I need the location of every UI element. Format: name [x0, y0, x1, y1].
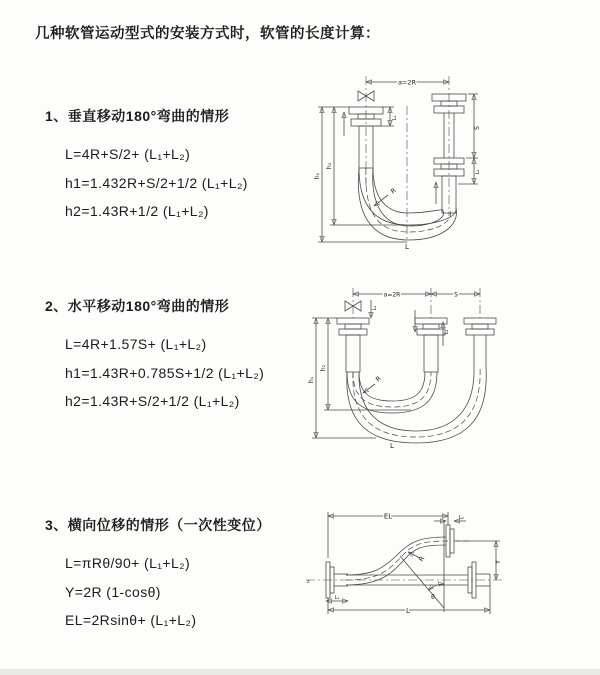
section-1-formula-2: h1=1.432R+S/2+1/2 (L₁+L₂): [65, 174, 248, 191]
construction-lines: [400, 520, 444, 612]
diagram-1-vertical-bend: [306, 66, 511, 261]
dim-label-a2r: a=2R: [397, 78, 417, 87]
dim-label-s: S: [474, 126, 481, 130]
dim-label-r: R: [389, 186, 398, 196]
dim-label-l: L: [405, 243, 409, 251]
centerlines: [353, 288, 480, 318]
dim-label-theta: θ: [431, 594, 435, 601]
section-2-formula-2: h1=1.43R+0.785S+1/2 (L₁+L₂): [65, 364, 265, 381]
dim-label-l2: L₂: [444, 329, 450, 335]
dim-label-l1: L₁: [392, 115, 398, 121]
dim-label-y: Y: [494, 560, 502, 564]
section-1-formulas: [65, 140, 248, 226]
section-1-formula-1: L=4R+S/2+ (L₁+L₂): [65, 146, 191, 162]
section-2-heading: 2、水平移动180°弯曲的情形: [45, 298, 230, 314]
middle-fitting: [415, 318, 447, 372]
dim-label-l1: L₁: [334, 595, 340, 601]
diagram-3-lateral-displacement: [296, 500, 600, 650]
dim-label-h1: h₁: [314, 172, 321, 180]
section-3-heading: 3、横向位移的情形（一次性变位）: [45, 517, 271, 533]
section-3-formula-3: EL=2Rsinθ+ (L₁+L₂): [65, 612, 197, 628]
hose-u-bends: [347, 368, 486, 443]
dimension-lines: [326, 512, 500, 614]
left-fitting: [337, 318, 369, 372]
section-3-formula-1: L=πRθ/90+ (L₁+L₂): [65, 555, 191, 571]
dim-label-s: S: [454, 291, 458, 299]
dimension-lines: [312, 291, 480, 438]
section-1: [45, 106, 248, 226]
diagram-2-horizontal-bend: [306, 280, 598, 468]
section-2-formulas: [65, 330, 264, 416]
dim-label-l2: L₂: [459, 515, 464, 521]
dim-label-l: L: [390, 442, 394, 450]
page-bottom-edge: [0, 669, 600, 675]
section-3-formulas: [65, 549, 271, 635]
dim-label-r: R: [374, 374, 383, 384]
dim-label-h2: h₂: [320, 364, 327, 372]
right-fitting: [464, 318, 496, 368]
section-2: [45, 296, 264, 416]
section-2-formula-3: h2=1.43R+S/2+1/2 (L₁+L₂): [65, 393, 240, 409]
page-title: 几种软管运动型式的安装方式时，软管的长度计算：: [35, 26, 380, 42]
section-1-heading: 1、垂直移动180°弯曲的情形: [45, 108, 230, 124]
dim-label-l2: L₂: [475, 169, 481, 175]
section-2-formula-1: L=4R+1.57S+ (L₁+L₂): [65, 336, 207, 352]
section-3: [45, 515, 271, 635]
section-1-formula-3: h2=1.43R+1/2 (L₁+L₂): [65, 203, 209, 219]
dim-label-el: EL: [383, 512, 393, 521]
dim-label-l1: L₁: [372, 305, 378, 311]
dim-label-l: L: [406, 607, 410, 615]
section-3-formula-2: Y=2R (1-cosθ): [65, 583, 161, 600]
dim-label-h1: h₁: [308, 376, 315, 384]
dim-label-r: R: [417, 554, 427, 564]
dim-label-h2: h₂: [326, 162, 333, 170]
centerline-mark-z: z: [307, 579, 310, 585]
dim-label-a2r: a=2R: [383, 291, 401, 299]
